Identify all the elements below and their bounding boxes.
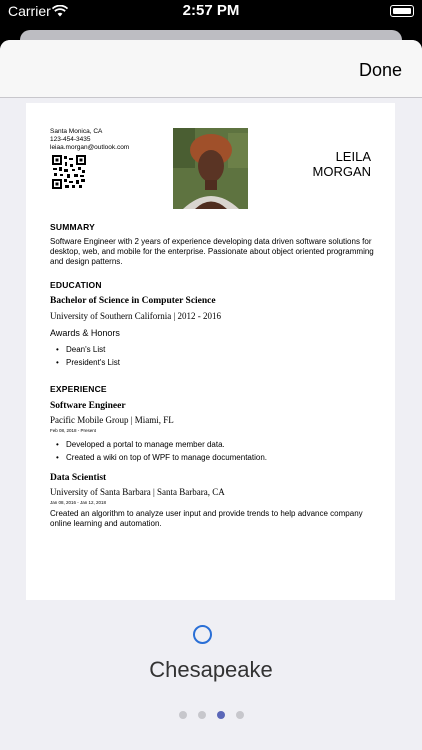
list-item: • President's List — [56, 356, 120, 369]
select-template-radio[interactable] — [193, 625, 212, 644]
summary-text: Software Engineer with 2 years of experience developing data driven software solutions for desktop, web, and mobile for the enterprise. Passionate about object oriented programming and design patterns. — [50, 237, 374, 266]
page-dot[interactable] — [179, 711, 187, 719]
qr-code-icon — [52, 155, 86, 189]
list-item: • Created a wiki on top of WPF to manage documentation. — [56, 451, 267, 464]
carrier-label: Carrier — [8, 3, 51, 19]
job-dates: Feb 08, 2018 - Present — [50, 428, 97, 433]
profile-photo — [173, 128, 248, 209]
contact-info — [50, 128, 129, 152]
list-item: • Developed a portal to manage member data. — [56, 438, 267, 451]
status-bar — [0, 0, 422, 24]
battery-icon — [390, 5, 414, 17]
page-dot[interactable] — [198, 711, 206, 719]
navigation-bar — [0, 40, 422, 98]
resume-preview[interactable] — [26, 103, 395, 600]
template-name: Chesapeake — [149, 657, 273, 682]
page-indicator[interactable] — [0, 711, 422, 719]
awards-list — [56, 343, 120, 369]
awards-heading: Awards & Honors — [50, 328, 120, 338]
job-title: Data Scientist — [50, 473, 107, 483]
last-name: MORGAN — [312, 164, 371, 179]
education-heading: EDUCATION — [50, 280, 102, 290]
contact-phone: 123-454-3435 — [50, 136, 91, 143]
degree-title: Bachelor of Science in Computer Science — [50, 296, 216, 306]
job-bullets — [56, 438, 267, 464]
contact-location: Santa Monica, CA — [50, 128, 103, 135]
summary-heading: SUMMARY — [50, 222, 95, 232]
page-dot-active[interactable] — [217, 711, 225, 719]
job-title: Software Engineer — [50, 401, 126, 411]
job-company: Pacific Mobile Group | Miami, FL — [50, 415, 174, 425]
experience-heading: EXPERIENCE — [50, 384, 107, 394]
clock: 2:57 PM — [182, 2, 240, 19]
done-button[interactable]: Done — [358, 60, 402, 80]
first-name: LEILA — [335, 149, 371, 164]
job-dates: Jan 08, 2016 - Jan 12, 2018 — [50, 500, 107, 505]
job-description: Created an algorithm to analyze user input and provide trends to help advance company online learning and automation. — [50, 509, 363, 528]
page-dot[interactable] — [236, 711, 244, 719]
modal-sheet — [0, 40, 422, 750]
job-company: University of Santa Barbara | Santa Barbara, CA — [50, 487, 225, 497]
list-item: • Dean's List — [56, 343, 120, 356]
school-info: University of Southern California | 2012 - 2016 — [50, 311, 222, 321]
contact-email: leiaa.morgan@outlook.com — [50, 144, 130, 151]
candidate-name — [276, 149, 371, 179]
